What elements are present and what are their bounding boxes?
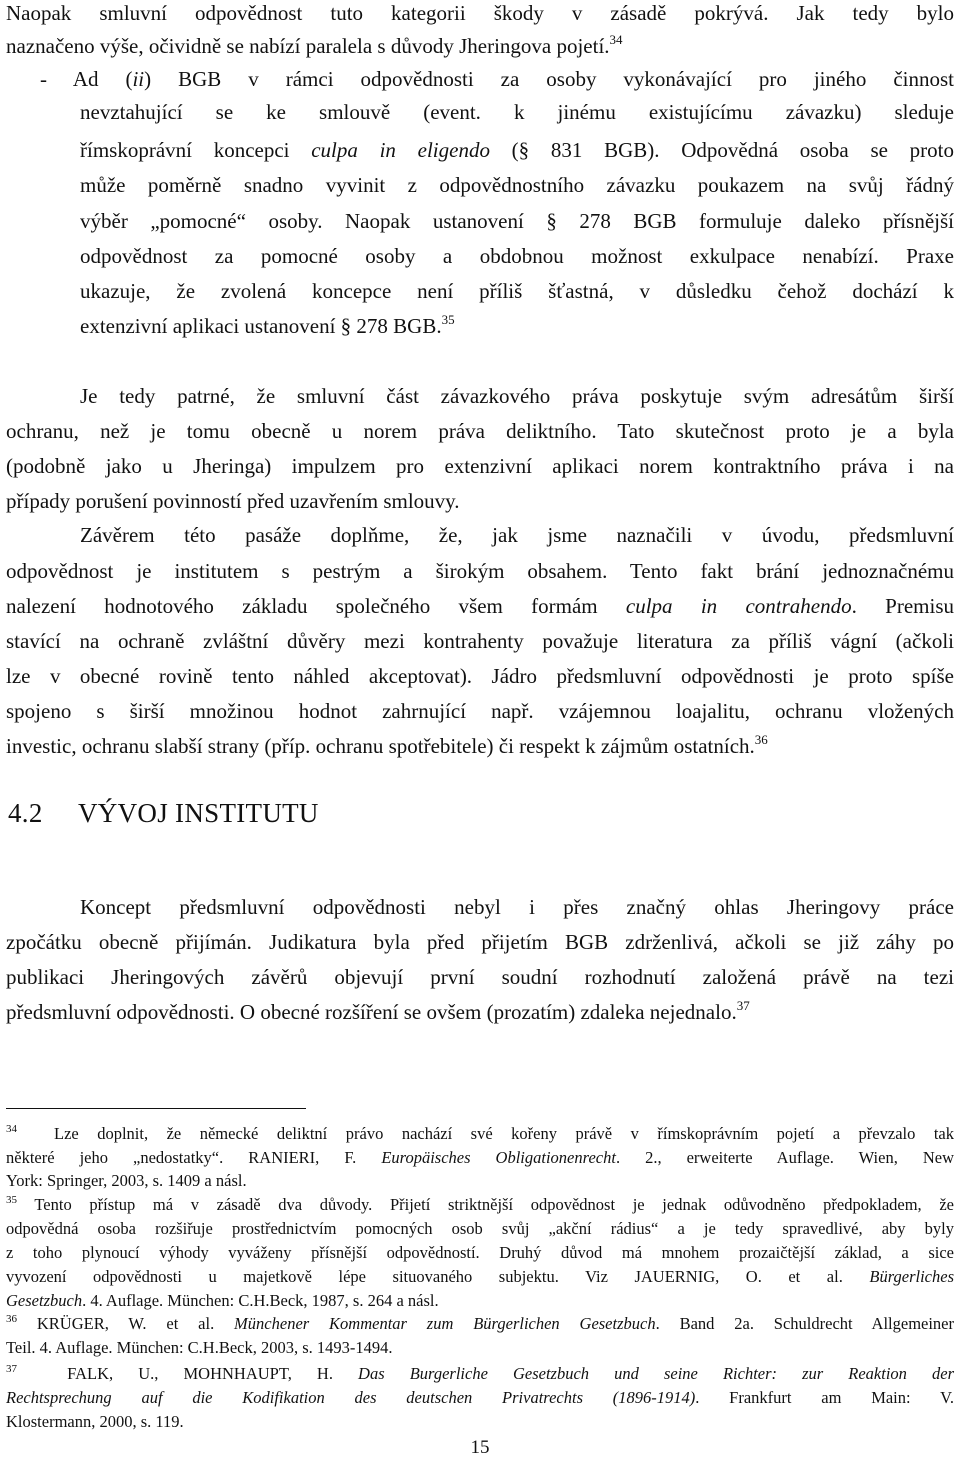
footnote-ref-36[interactable]: 36 <box>754 732 768 747</box>
footnote-number: 34 <box>6 1123 17 1135</box>
section-title: VÝVOJ INSTITUTU <box>78 798 319 828</box>
text-line: nevztahující se ke smlouvě (event. k jinému existujícímu závazku) sleduje <box>80 100 954 124</box>
text-line: Závěrem této pasáže doplňme, že, jak jsme naznačili v úvodu, předsmluvní <box>80 523 954 547</box>
text-line: předsmluvní odpovědnosti. O obecné rozšíření se ovšem (prozatím) zdaleka nejednalo.$^{37}$ <box>6 998 750 1024</box>
text-line: Je tedy patrné, že smluvní část závazkového práva poskytuje svým adresátům širší <box>80 384 954 408</box>
list-item-ii: - Ad (ii) BGB v rámci odpovědnosti za osoby vykonávající pro jiného činnost <box>40 67 954 91</box>
text-line: případy porušení povinností před uzavřením smlouvy. <box>6 489 460 513</box>
text-line: (podobně jako u Jheringa) impulzem pro extenzivní aplikaci norem kontraktního práva i na <box>6 454 954 478</box>
text-line: může poměrně snadno vyvinit z odpovědnostního závazku poukazem na svůj řádný <box>80 173 954 197</box>
text-line: výběr „pomocné“ osoby. Naopak ustanovení § 278 BGB formuluje daleko přísnější <box>80 209 954 233</box>
text-line: odpovědnost je institutem s pestrým a širokým obsahem. Tento fakt brání jednoznačnému <box>6 559 954 583</box>
footnote-ref-34[interactable]: 34 <box>609 32 623 47</box>
page-number: 15 <box>470 1437 490 1458</box>
footnote-number: 35 <box>6 1194 17 1206</box>
text-line: lze v obecné rovině tento náhled akceptovat). Jádro předsmluvní odpovědnosti je proto spíše <box>6 664 954 688</box>
text-line: ochranu, než je tomu obecně u norem práva deliktního. Tato skutečnost proto je a byla <box>6 419 954 443</box>
text-line: Koncept předsmluvní odpovědnosti nebyl i přes značný ohlas Jheringovy práce <box>80 895 954 919</box>
footnote-separator <box>6 1108 306 1109</box>
text-line: nalezení hodnotového základu společného všem formám culpa in contrahendo. Premisu <box>6 594 954 618</box>
footnote-number: 36 <box>6 1313 17 1325</box>
text-line: ukazuje, že zvolená koncepce není příliš šťastná, v důsledku čehož dochází k <box>80 279 954 303</box>
text-line: naznačeno výše, očividně se nabízí paralela s důvody Jheringova pojetí.$^{34}$ <box>6 32 623 58</box>
footnote-ref-35[interactable]: 35 <box>441 312 455 327</box>
text-line: investic, ochranu slabší strany (příp. ochranu spotřebitele) či respekt k zájmům ostatních.$^{36}$ <box>6 732 768 758</box>
text-line: římskoprávní koncepci culpa in eligendo (§ 831 BGB). Odpovědná osoba se proto <box>80 138 954 162</box>
text-line: extenzivní aplikaci ustanovení § 278 BGB.$^{35}$ <box>80 312 455 338</box>
text-line: publikaci Jheringových závěrů objevují první soudní rozhodnutí založená právě na tezi <box>6 965 954 989</box>
text-line: stavící na ochraně zvláštní důvěry mezi kontrahenty považuje literatura za příliš vágní (ačkoli <box>6 629 954 653</box>
document-page: Naopak smluvní odpovědnost tuto kategorii škody v zásadě pokrývá. Jak tedy bylo naznačeno výše, očividně se nabízí paralela s důvody Jheringova pojetí.$^{34}$ - Ad (ii) BGB v rámci odpovědnosti za osoby vykonávající pro jiného činnost nevztahující se ke smlouvě (event. k jinému existujícímu závazku) sleduje římskoprávní koncepci culpa in eligendo (§ 831 BGB). Odpovědná osoba se proto může poměrně snadno vyvinit z odpovědnostního závazku poukazem na svůj řádný výběr „pomocné“ osoby. Naopak ustanovení § 278 BGB formuluje daleko přísnější odpovědnost za pomocné osoby a obdobnou možnost exkulpace nenabízí. Praxe ukazuje, že zvolená koncepce není příliš šťastná, v důsledku čehož dochází k extenzivní aplikaci ustanovení § 278 BGB.$^{35}$ Je tedy patrné, že smluvní část závazkového práva poskytuje svým adresátům širší ochranu, než je tomu obecně u norem práva deliktního. Tato skutečnost proto je a byla (podobně jako u Jheringa) impulzem pro extenzivní aplikaci norem kontraktního práva i na případy porušení povinností před uzavřením smlouvy. Závěrem této pasáže doplňme, že, jak jsme naznačili v úvodu, předsmluvní odpovědnost je institutem s pestrým a širokým obsahem. Tento fakt brání jednoznačnému nalezení hodnotového základu společného všem formám culpa in contrahendo. Premisu stavící na ochraně zvláštní důvěry mezi kontrahenty považuje literatura za příliš vágní (ačkoli lze v obecné rovině tento náhled akceptovat). Jádro předsmluvní odpovědnosti je proto spíše spojeno s širší množinou hodnot zahrnující např. vzájemnou loajalitu, ochranu vložených investic, ochranu slabší strany (příp. ochranu spotřebitele) či respekt k zájmům ostatních.$^{36}$ 4.2 VÝVOJ INSTITUTU Koncept předsmluvní odpovědnosti nebyl i přes značný ohlas Jheringovy práce zpočátku obecně přijímán. Judikatura byla před přijetím BGB zdrženlivá, ačkoli se již záhy po publikaci Jheringových závěrů objevují první soudní rozhodnutí založená právě na tezi předsmluvní odpovědnosti. O obecné rozšíření se ovšem (prozatím) zdaleka nejednalo.$^{37}$ $^{34}$ Lze doplnit, že německé deliktní právo nachází své kořeny právě v římskoprávním pojetí a převzalo tak některé jeho „nedostatky“. RANIERI, F. Europäisches Obligationenrecht. 2., erweiterte Auflage. Wien, New York: Springer, 2003, s. 1409 a násl. $^{35}$ Tento přístup má v zásadě dva důvody. Přijetí striktnější odpovědnost je jednak odůvodněno předpokladem, že odpovědná osoba rozšiřuje prostřednictvím pomocných osob svůj „akční rádius“ a je tedy spravedlivé, aby byly z toho plynoucí výhody vyváženy přísnější odpovědností. Druhý důvod má mnohem prozaičtější základ, a sice vyvození odpovědnosti u majetkově lépe situovaného subjektu. Viz JAUERNIG, O. et al. Bürgerliches Gesetzbuch. 4. Auflage. München: C.H.Beck, 1987, s. 264 a násl. $^{36}$ KRÜGER, W. et al. Münchener Kommentar zum Bürgerlichen Gesetzbuch. Band 2a. Schuldrecht Allgemeiner Teil. 4. Auflage. München: C.H.Beck, 2003, s. 1493-1494. $^{37}$ FALK, U., MOHNHAUPT, H. Das Burgerliche Gesetzbuch und seine Richter: zur Reaktion der Rechtsprechung auf die Kodifikation des deutschen Privatrechts (1896-1914). Frankfurt am Main: V. Klostermann, 2000, s. 119. 15 <box>0 0 960 1460</box>
text-line: spojeno s širší množinou hodnot zahrnující např. vzájemnou loajalitu, ochranu vložených <box>6 699 954 723</box>
text-line: Naopak smluvní odpovědnost tuto kategorii škody v zásadě pokrývá. Jak tedy bylo <box>6 1 954 25</box>
footnote-ref-37[interactable]: 37 <box>736 998 750 1013</box>
text-line: odpovědnost za pomocné osoby a obdobnou možnost exkulpace nenabízí. Praxe <box>80 244 954 268</box>
section-heading <box>8 797 319 829</box>
section-number: 4.2 <box>8 798 43 828</box>
footnote-number: 37 <box>6 1363 17 1375</box>
text-line: zpočátku obecně přijímán. Judikatura byla před přijetím BGB zdrženlivá, ačkoli se již záhy po <box>6 930 954 954</box>
